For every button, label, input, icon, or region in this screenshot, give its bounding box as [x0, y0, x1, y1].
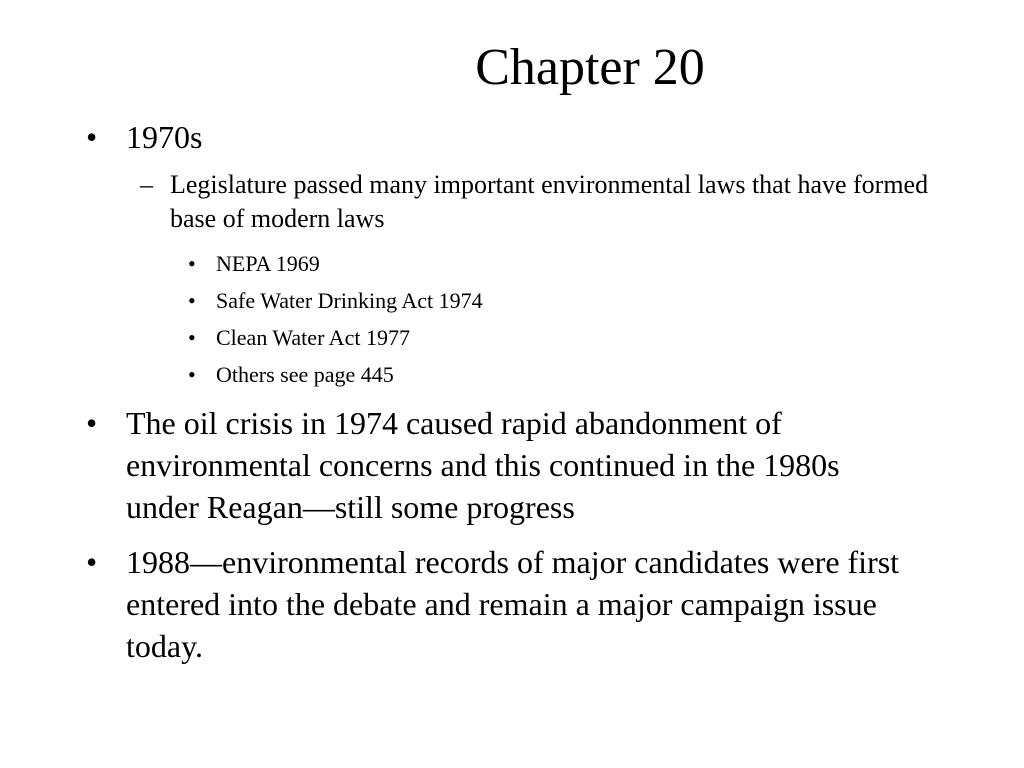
dash-marker: – — [140, 170, 153, 199]
bullet-text: The oil crisis in 1974 caused rapid abandonment of environmental concerns and this continued in the 1980s under Reagan—still some progress — [126, 405, 840, 525]
bullet-text: 1970s — [126, 119, 203, 155]
bullet-text: 1988—environmental records of major candidates were first entered into the debate and remain a major campaign issue today. — [126, 544, 900, 664]
bullet-marker: • — [188, 251, 196, 276]
bullet-marker: • — [188, 325, 196, 350]
law-item-text: Clean Water Act 1977 — [216, 325, 410, 350]
bullet-marker: • — [86, 405, 98, 441]
slide-title: Chapter 20 — [475, 39, 705, 96]
bullet-marker: • — [86, 119, 98, 155]
bullet-marker: • — [86, 544, 98, 580]
law-item-text: Safe Water Drinking Act 1974 — [216, 288, 483, 313]
sub-bullet-text: Legislature passed many important environmental laws that have formed base of modern laws — [170, 170, 929, 233]
bullet-marker: • — [188, 288, 196, 313]
bullet-marker: • — [188, 362, 196, 387]
law-item-text: Others see page 445 — [216, 362, 394, 387]
law-item-text: NEPA 1969 — [216, 251, 320, 276]
